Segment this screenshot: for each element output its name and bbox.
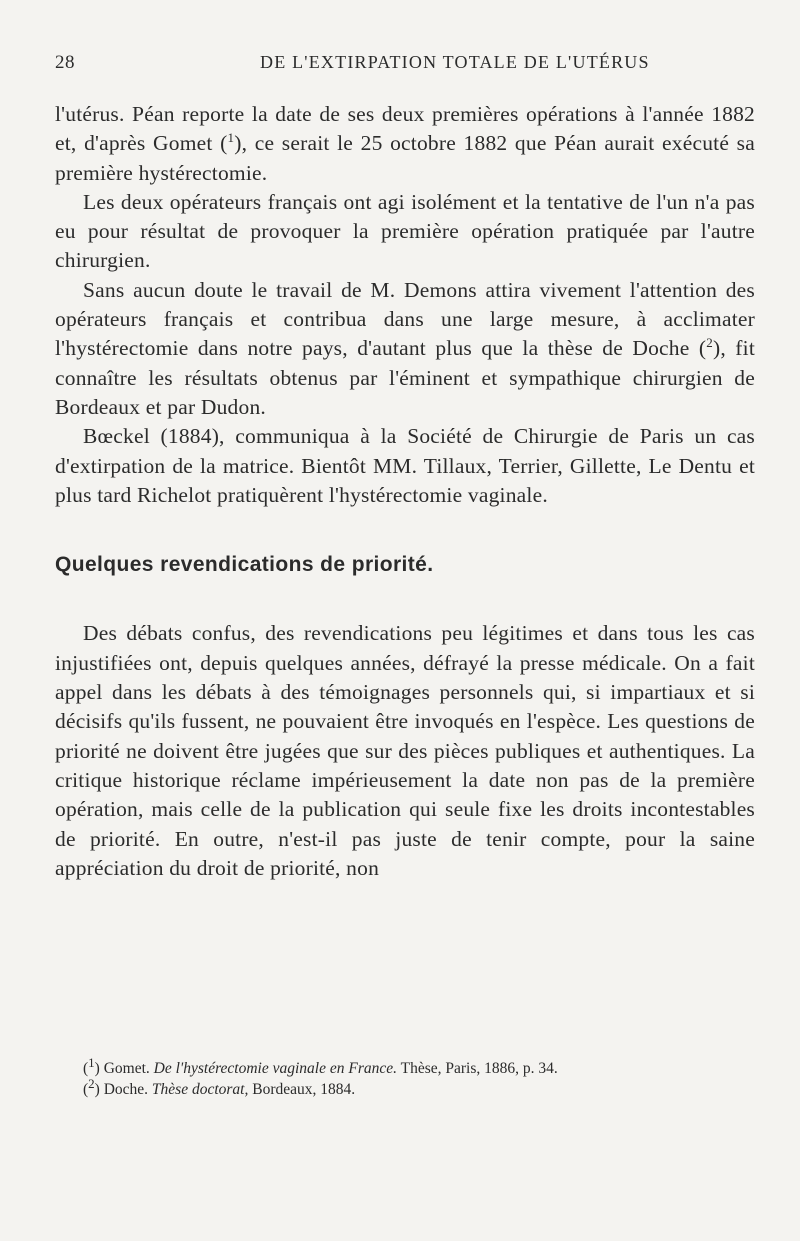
footnote-rest: Thèse, Paris, 1886, p. 34. (400, 1060, 558, 1077)
paragraph: Des débats confus, des revendications peu légitimes et dans tous les cas injustifiées ont, depuis quelques années, défrayé la presse médicale. On a fait appel dans les débats à des témoignages personnels qui, si impartiaux et si décisifs qu'ils fussent, ne pouvaient être invoqués en l'espèce. Les questions de priorité ne doivent être jugées que sur des pièces publiques et authentiques. La critique historique réclame impérieusement la date non pas de la première opération, mais celle de la publication qui seule fixe les droits incontestables de priorité. En outre, n'est-il pas juste de tenir compte, pour la saine appréciation du droit de priorité, non (55, 621, 755, 880)
footnote-title: Thèse doctorat, (151, 1081, 249, 1098)
paragraph-text: l'utérus. Péan reporte la date de ses deux premières opérations à l'année 1882 et, d'après Gomet ( (55, 102, 755, 156)
section-heading: Quelques revendications de priorité. (55, 553, 434, 577)
page-number: 28 (55, 52, 75, 73)
main-text (55, 100, 755, 883)
footnotes (55, 1054, 755, 1100)
footnote-ref: 1 (227, 130, 235, 146)
footnote-ref: 2 (706, 335, 713, 351)
footnote: ($^2$) Doche. Thèse doctorat, Bordeaux, 1884. (83, 1075, 356, 1098)
footnote-author: Gomet. (103, 1060, 150, 1077)
paragraph: Les deux opérateurs français ont agi isolément et la tentative de l'un n'a pas eu pour résultat de provoquer la première opération pratiquée par l'autre chirurgien. (55, 189, 755, 273)
footnote-author: Doche. (103, 1081, 149, 1098)
paragraph (55, 100, 755, 188)
footnote-marker: 1 (88, 1054, 95, 1070)
paragraph-text: Sans aucun doute le travail de M. Demons attira vivement l'attention des opérateurs français et contribua dans une large mesure, à acclimater l'hystérectomie dans notre pays, d'autant plus que la thèse de Doche ( (55, 277, 755, 361)
footnote: ($^1$) Gomet. De l'hystérectomie vaginale en France. Thèse, Paris, 1886, p. 34. (83, 1054, 558, 1077)
footnote-marker: 2 (88, 1075, 95, 1091)
paragraph (55, 276, 755, 422)
running-title: DE L'EXTIRPATION TOTALE DE L'UTÉRUS (260, 52, 650, 72)
footnote-title: De l'hystérectomie vaginale en France. (153, 1060, 397, 1077)
paragraph-text: ), fit connaître les résultats obtenus par l'éminent et sympathique chirurgien de Bordeaux et par Dudon. (55, 336, 756, 419)
paragraph: Bœckel (1884), communiqua à la Société de Chirurgie de Paris un cas d'extirpation de la matrice. Bientôt MM. Tillaux, Terrier, Gillette, Le Dentu et plus tard Richelot pratiquèrent l'hystérectomie vaginale. (55, 424, 755, 507)
footnote-rest: Bordeaux, 1884. (252, 1081, 356, 1098)
page-header (55, 52, 755, 84)
paragraph-text: ), ce serait le 25 octobre 1882 que Péan aurait exécuté sa première hystérectomie. (55, 131, 755, 185)
